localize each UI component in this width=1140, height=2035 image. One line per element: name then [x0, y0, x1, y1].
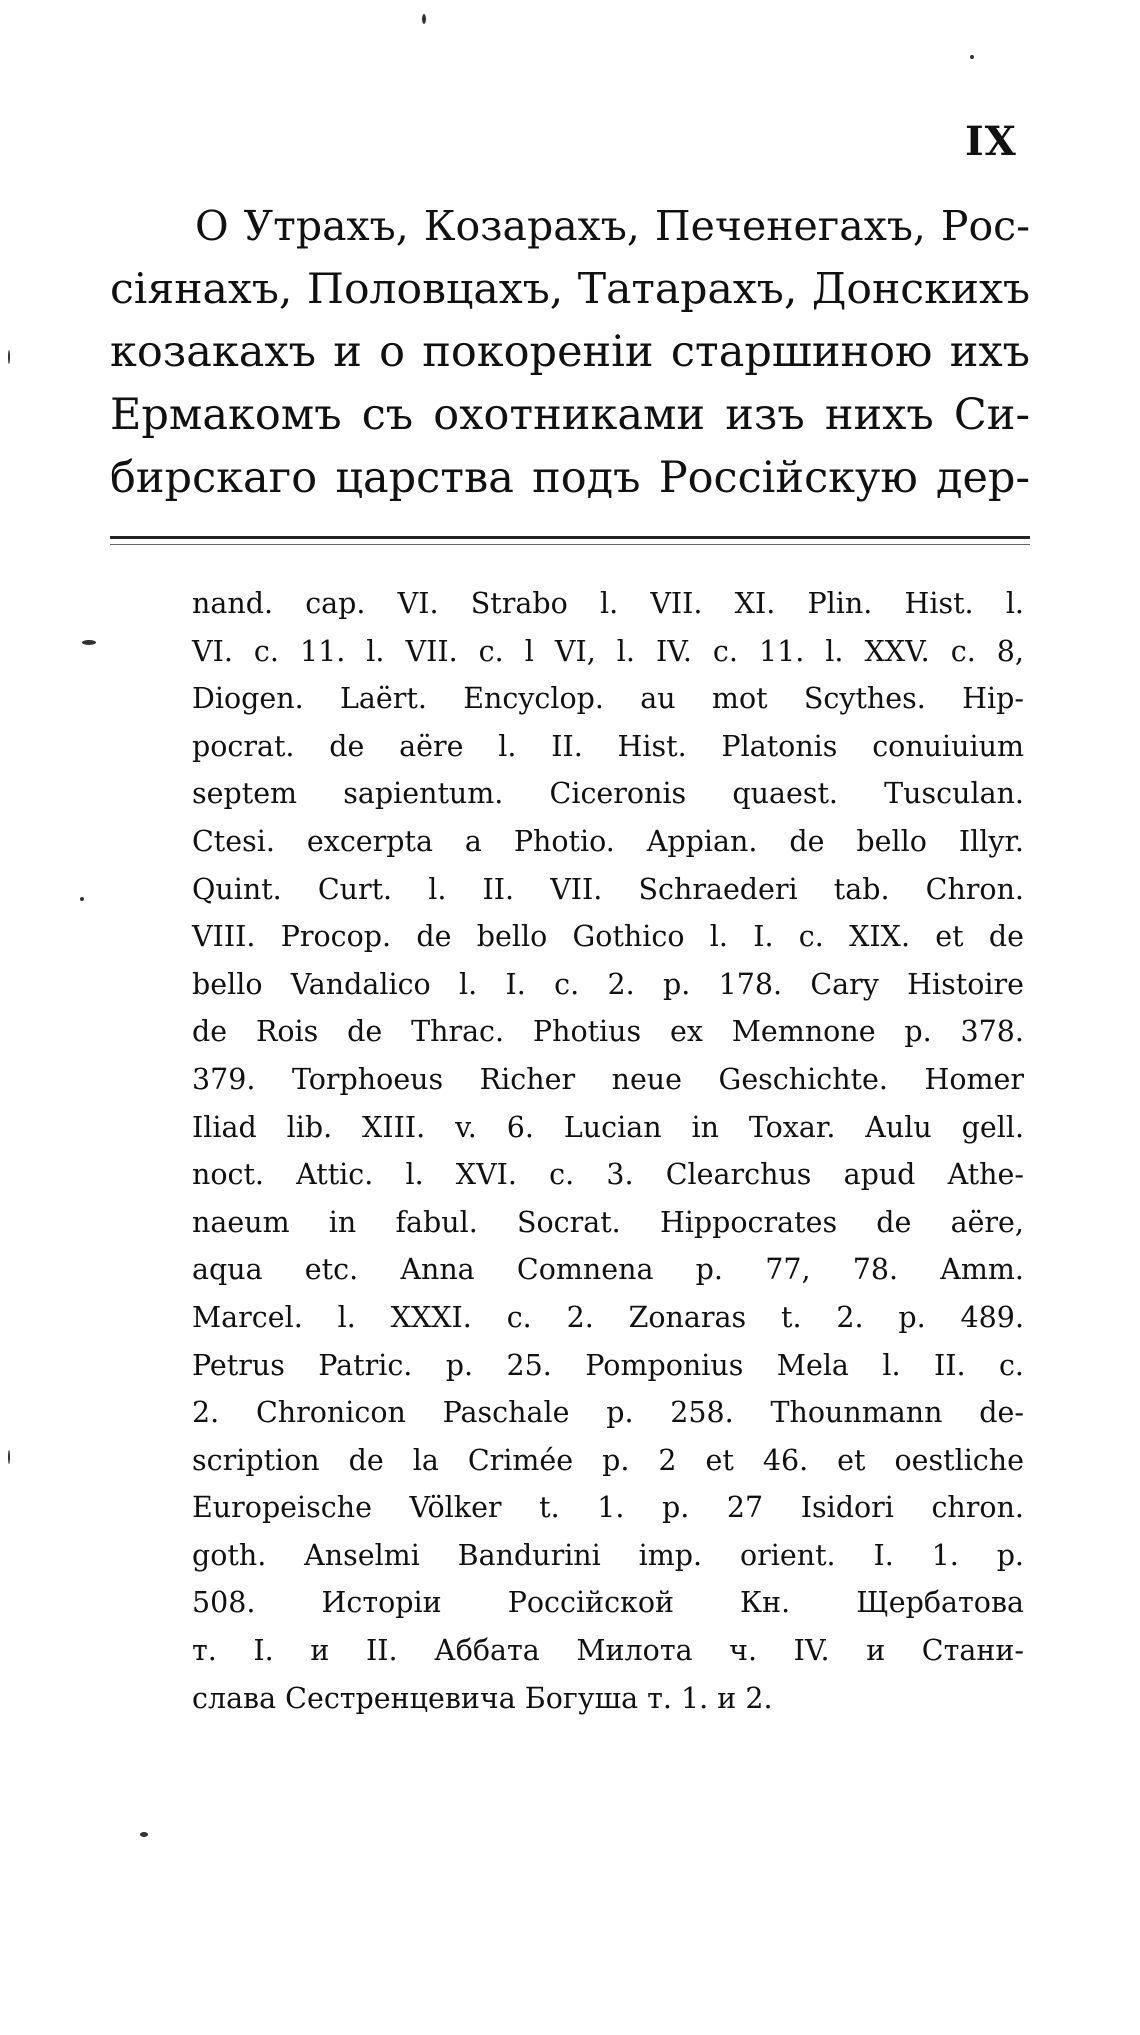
footnote-divider-thin — [110, 544, 1030, 545]
footnote-line: 379. Torphoeus Richer neue Geschichte. Homer — [192, 1062, 1024, 1096]
page-number: IX — [965, 118, 1017, 165]
footnote-line: Iliad lib. XIII. v. 6. Lucian in Toxar. Aulu gell. — [192, 1110, 1024, 1144]
footnote-line: scription de la Crimée p. 2 et 46. et oestliche — [192, 1443, 1024, 1477]
main-line: Ермакомъ съ охотниками изъ нихъ Си- — [110, 390, 1030, 440]
scan-speck — [970, 55, 974, 59]
footnote-line: 2. Chronicon Paschale p. 258. Thounmann de- — [192, 1396, 1024, 1430]
main-line: сіянахъ, Половцахъ, Татарахъ, Донскихъ — [110, 265, 1030, 314]
footnote-line: pocrat. de aëre l. II. Hist. Platonis conuiuium — [192, 729, 1024, 763]
footnote-line: bello Vandalico l. I. c. 2. p. 178. Cary Histoire — [192, 967, 1024, 1001]
footnote-line: aqua etc. Anna Comnena p. 77, 78. Amm. — [192, 1253, 1024, 1287]
scan-speck — [422, 14, 426, 24]
footnote-line: Diogen. Laërt. Encyclop. au mot Scythes. Hip- — [192, 682, 1024, 716]
footnote-line: Europeische Völker t. 1. p. 27 Isidori chron. — [192, 1491, 1024, 1525]
footnote-line: naeum in fabul. Socrat. Hippocrates de aëre, — [192, 1205, 1024, 1239]
scan-speck — [8, 350, 10, 364]
footnote-line: Ctesi. excerpta a Photio. Appian. de bello Illyr. — [192, 824, 1024, 858]
footnote-line: VI. c. 11. l. VII. c. l VI, l. IV. c. 11. l. XXV. c. 8, — [192, 634, 1024, 668]
footnote-line: nand. cap. VI. Strabo l. VII. XI. Plin. Hist. l. — [192, 587, 1024, 620]
footnote-line: de Rois de Thrac. Photius ex Memnone p. 378. — [192, 1015, 1024, 1049]
footnote-line: Marcel. l. XXXI. c. 2. Zonaras t. 2. p. 489. — [192, 1300, 1024, 1334]
scan-speck — [8, 1450, 10, 1464]
footnote-line: 508. Исторіи Россійской Кн. Щербатова — [192, 1586, 1024, 1620]
footnote-line: т. I. и II. Аббата Милота ч. IV. и Стани- — [192, 1634, 1024, 1668]
footnote-line: noct. Attic. l. XVI. c. 3. Clearchus apud Athe- — [192, 1158, 1024, 1192]
main-text — [110, 195, 1030, 510]
footnote-divider — [110, 536, 1030, 539]
footnote-line: слава Сестренцевича Богуша т. 1. и 2. — [192, 1681, 773, 1715]
main-line: козакахъ и о покореніи старшиною ихъ — [110, 327, 1030, 377]
main-line: О Утрахъ, Козарахъ, Печенегахъ, Рос- — [195, 202, 1030, 250]
footnote-line: septem sapientum. Ciceronis quaest. Tusculan. — [192, 777, 1024, 811]
footnote — [192, 580, 1024, 1722]
footnote-line: Quint. Curt. l. II. VII. Schraederi tab. Chron. — [192, 872, 1024, 906]
scan-speck — [82, 640, 96, 645]
main-line: бирскаго царства подъ Россійскую дер- — [110, 453, 1030, 503]
scan-speck — [140, 1832, 148, 1837]
scan-speck — [80, 897, 84, 901]
footnote-line: goth. Anselmi Bandurini imp. orient. I. 1. p. — [192, 1538, 1024, 1572]
footnote-line: VIII. Procop. de bello Gothico l. I. c. XIX. et de — [192, 920, 1024, 954]
footnote-line: Petrus Patric. p. 25. Pomponius Mela l. II. c. — [192, 1348, 1024, 1382]
